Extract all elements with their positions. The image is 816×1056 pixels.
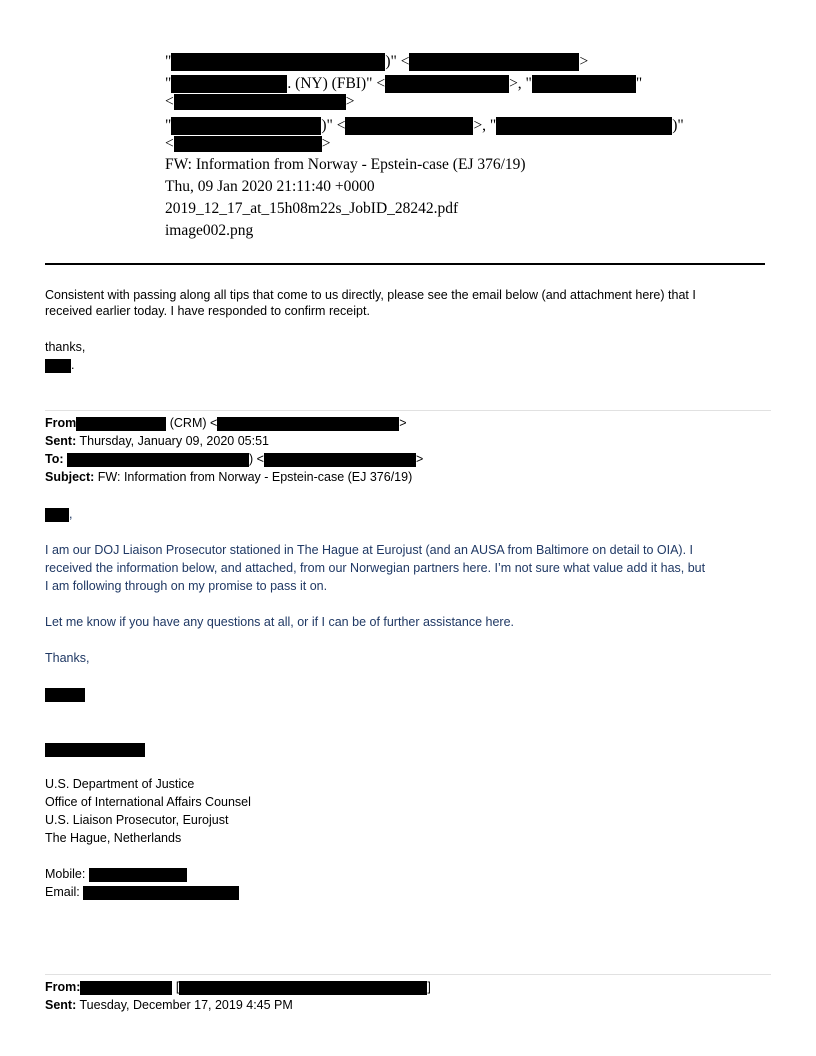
redaction bbox=[171, 53, 385, 71]
sig-line-4: The Hague, Netherlands bbox=[45, 831, 182, 845]
fwd-body-line-2: received the information below, and attached, from our Norwegian partners here. I’m not sure what value add it has, but bbox=[45, 561, 706, 575]
intro-line-2: received earlier today. I have responded to confirm receipt. bbox=[45, 304, 370, 318]
redaction bbox=[409, 53, 579, 71]
fwd-body-paragraph-2: Let me know if you have any questions at all, or if I can be of further assistance here. bbox=[45, 615, 515, 629]
date-value: Thu, 09 Jan 2020 21:11:40 +0000 bbox=[165, 178, 375, 195]
to-fragment: . (NY) (FBI)" bbox=[287, 75, 373, 92]
redaction bbox=[179, 981, 427, 995]
fwd-body-line-1: I am our DOJ Liaison Prosecutor stationed in The Hague at Eurojust (and an AUSA from Baltimore on detail to OIA). I bbox=[45, 543, 694, 557]
sig-line-2: Office of International Affairs Counsel bbox=[45, 795, 251, 809]
redaction bbox=[174, 136, 322, 152]
attachment-file-link[interactable]: 2019_12_17_at_15h08m22s_JobID_28242.pdf bbox=[165, 200, 459, 217]
redaction bbox=[532, 75, 636, 93]
fwd-from-label: From bbox=[45, 416, 77, 430]
subject-value: FW: Information from Norway - Epstein-case (EJ 376/19) bbox=[165, 156, 526, 173]
original-divider bbox=[45, 974, 771, 975]
redaction bbox=[83, 886, 239, 900]
intro-signoff: thanks, bbox=[45, 340, 86, 354]
header-divider bbox=[45, 263, 765, 265]
fwd-body-line-3: I am following through on my promise to pass it on. bbox=[45, 579, 328, 593]
orig-from-row: From: [ ] bbox=[45, 980, 431, 994]
sig-email-row bbox=[45, 883, 239, 901]
intro-signature: . bbox=[45, 356, 74, 374]
orig-sent-value: Tuesday, December 17, 2019 4:45 PM bbox=[76, 998, 293, 1012]
orig-sent-label: Sent: bbox=[45, 998, 77, 1012]
fwd-thanks: Thanks, bbox=[45, 651, 90, 665]
redaction bbox=[496, 117, 672, 135]
fwd-sent-row bbox=[45, 432, 269, 450]
fwd-subject-label: Subject: bbox=[45, 470, 95, 484]
forwarded-divider bbox=[45, 410, 771, 411]
redaction bbox=[45, 508, 69, 522]
fwd-sent-label: Sent: bbox=[45, 434, 77, 448]
redaction bbox=[45, 743, 145, 757]
fwd-from-row: From (CRM) < > bbox=[45, 416, 407, 430]
redaction bbox=[264, 453, 416, 467]
redaction bbox=[80, 981, 172, 995]
fwd-greeting: , bbox=[45, 505, 72, 523]
sig-line-3: U.S. Liaison Prosecutor, Eurojust bbox=[45, 813, 229, 827]
sig-mobile-row bbox=[45, 865, 187, 883]
intro-line-1: Consistent with passing along all tips that come to us directly, please see the email below (and attachment here) that I bbox=[45, 288, 696, 302]
from-value: " )" < > bbox=[165, 53, 589, 70]
sig-mobile-label: Mobile: bbox=[45, 867, 86, 881]
fwd-to-row: To: ) < > bbox=[45, 452, 424, 466]
redaction bbox=[67, 453, 249, 467]
fwd-sent-value: Thursday, January 09, 2020 05:51 bbox=[76, 434, 269, 448]
to-value: " . (NY) (FBI)" < >, " " bbox=[165, 75, 643, 92]
redaction bbox=[174, 94, 346, 110]
redaction bbox=[345, 117, 473, 135]
redaction bbox=[89, 868, 187, 882]
redaction bbox=[45, 688, 85, 702]
fwd-subject-row bbox=[45, 468, 412, 486]
fwd-from-org: (CRM) < bbox=[166, 416, 218, 430]
sig-email-label: Email: bbox=[45, 885, 80, 899]
orig-from-label: From: bbox=[45, 980, 81, 994]
fwd-sender-name bbox=[45, 685, 85, 703]
sig-line-1: U.S. Department of Justice bbox=[45, 777, 195, 791]
cc-value: " )" < >, " )" bbox=[165, 117, 684, 134]
fwd-sender-fullname bbox=[45, 740, 145, 758]
redaction bbox=[76, 417, 166, 431]
fwd-subject-value: FW: Information from Norway - Epstein-case (EJ 376/19) bbox=[94, 470, 413, 484]
redaction bbox=[217, 417, 399, 431]
orig-sent-row bbox=[45, 996, 293, 1014]
redaction bbox=[385, 75, 509, 93]
redaction bbox=[45, 359, 71, 373]
inline-image-link[interactable]: image002.png bbox=[165, 222, 254, 239]
fwd-to-label: To: bbox=[45, 452, 64, 466]
